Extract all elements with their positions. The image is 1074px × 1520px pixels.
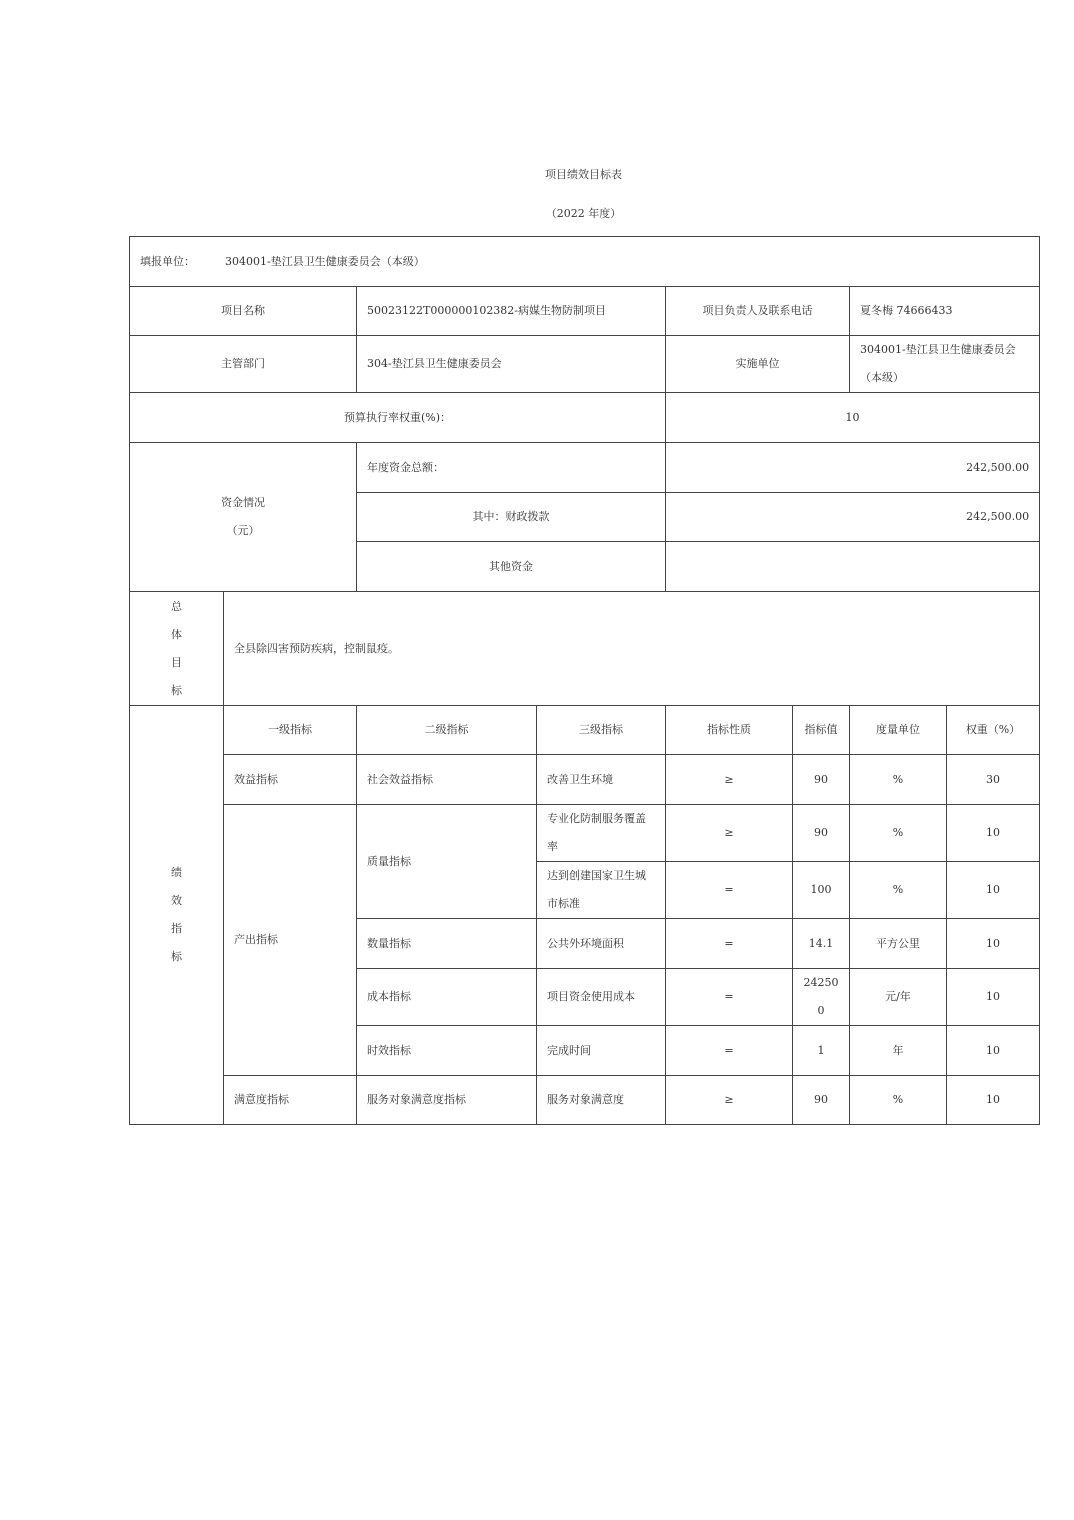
dept-value: 304-垫江县卫生健康委员会 bbox=[357, 336, 666, 393]
project-name-row bbox=[130, 287, 1040, 336]
weight-cell: 30 bbox=[947, 755, 1040, 805]
contact-value: 夏冬梅 74666433 bbox=[850, 287, 1040, 336]
performance-label-char: 标 bbox=[171, 950, 182, 963]
unit-cell: % bbox=[850, 862, 947, 919]
funds-other-label: 其他资金 bbox=[357, 542, 666, 592]
filing-unit-cell bbox=[130, 237, 1040, 287]
level1-satisfaction: 满意度指标 bbox=[224, 1076, 357, 1125]
overall-goal-row bbox=[130, 592, 1040, 706]
weight-cell: 10 bbox=[947, 1026, 1040, 1076]
funds-label-line1: 资金情况 bbox=[221, 496, 265, 509]
level3-cell: 达到创建国家卫生城市标准 bbox=[537, 862, 666, 919]
header-value: 指标值 bbox=[793, 706, 850, 755]
value-cell: 90 bbox=[793, 805, 850, 862]
unit-cell: 平方公里 bbox=[850, 919, 947, 969]
level1-output: 产出指标 bbox=[224, 805, 357, 1076]
header-level3: 三级指标 bbox=[537, 706, 666, 755]
funds-label-line2: （元） bbox=[226, 524, 260, 537]
nature-cell: ≥ bbox=[666, 1076, 793, 1125]
department-row bbox=[130, 336, 1040, 393]
filing-unit-row bbox=[130, 237, 1040, 287]
funds-total-row bbox=[130, 443, 1040, 493]
header-weight: 权重（%） bbox=[947, 706, 1040, 755]
overall-goal-label bbox=[130, 592, 224, 706]
unit-cell: % bbox=[850, 805, 947, 862]
project-name-label: 项目名称 bbox=[130, 287, 357, 336]
document-year: （2022 年度） bbox=[545, 207, 622, 220]
level3-cell: 完成时间 bbox=[537, 1026, 666, 1076]
header-unit: 度量单位 bbox=[850, 706, 947, 755]
value-cell: 14.1 bbox=[793, 919, 850, 969]
funds-total-label: 年度资金总额： bbox=[357, 443, 666, 493]
nature-cell: ≥ bbox=[666, 805, 793, 862]
funds-fiscal-label: 其中：财政拨款 bbox=[357, 493, 666, 542]
dept-label: 主管部门 bbox=[130, 336, 357, 393]
funds-fiscal-value: 242,500.00 bbox=[666, 493, 1040, 542]
header-level2: 二级指标 bbox=[357, 706, 537, 755]
budget-rate-value: 10 bbox=[666, 393, 1040, 443]
weight-cell: 10 bbox=[947, 919, 1040, 969]
contact-label: 项目负责人及联系电话 bbox=[666, 287, 850, 336]
overall-goal-text: 全县除四害预防疾病，控制鼠疫。 bbox=[224, 592, 1040, 706]
nature-cell: ≥ bbox=[666, 755, 793, 805]
unit-cell: % bbox=[850, 1076, 947, 1125]
level3-cell: 专业化防制服务覆盖率 bbox=[537, 805, 666, 862]
level2-quantity: 数量指标 bbox=[357, 919, 537, 969]
table-row bbox=[130, 1076, 1040, 1125]
unit-cell: 年 bbox=[850, 1026, 947, 1076]
goal-label-char: 标 bbox=[171, 683, 182, 697]
funds-label bbox=[130, 443, 357, 592]
table-row bbox=[130, 755, 1040, 805]
unit-cell: 元/年 bbox=[850, 969, 947, 1026]
weight-cell: 10 bbox=[947, 969, 1040, 1026]
weight-cell: 10 bbox=[947, 862, 1040, 919]
performance-target-table bbox=[129, 236, 1040, 1125]
level3-cell: 公共外环境面积 bbox=[537, 919, 666, 969]
value-cell: 242500 bbox=[793, 969, 850, 1026]
value-cell: 1 bbox=[793, 1026, 850, 1076]
level3-cell: 改善卫生环境 bbox=[537, 755, 666, 805]
budget-rate-label: 预算执行率权重(%)： bbox=[130, 393, 666, 443]
funds-other-value bbox=[666, 542, 1040, 592]
table-row bbox=[130, 805, 1040, 862]
document-title: 项目绩效目标表 bbox=[545, 168, 622, 181]
budget-rate-row bbox=[130, 393, 1040, 443]
funds-total-value: 242,500.00 bbox=[666, 443, 1040, 493]
nature-cell: = bbox=[666, 862, 793, 919]
performance-header-row bbox=[130, 706, 1040, 755]
nature-cell: = bbox=[666, 969, 793, 1026]
goal-label-char: 总 bbox=[171, 599, 182, 613]
level3-cell: 服务对象满意度 bbox=[537, 1076, 666, 1125]
performance-label-char: 指 bbox=[171, 922, 182, 935]
performance-label-char: 效 bbox=[171, 894, 182, 907]
weight-cell: 10 bbox=[947, 1076, 1040, 1125]
value-cell: 90 bbox=[793, 1076, 850, 1125]
nature-cell: = bbox=[666, 1026, 793, 1076]
goal-label-char: 目 bbox=[171, 655, 182, 669]
unit-cell: % bbox=[850, 755, 947, 805]
nature-cell: = bbox=[666, 919, 793, 969]
level2-service-satisfaction: 服务对象满意度指标 bbox=[357, 1076, 537, 1125]
filing-unit-label: 填报单位： bbox=[140, 254, 195, 268]
level1-benefit: 效益指标 bbox=[224, 755, 357, 805]
header-nature: 指标性质 bbox=[666, 706, 793, 755]
goal-label-char: 体 bbox=[171, 627, 182, 641]
performance-label-char: 绩 bbox=[171, 866, 182, 879]
impl-value: 304001-垫江县卫生健康委员会（本级） bbox=[850, 336, 1040, 393]
level2-social-benefit: 社会效益指标 bbox=[357, 755, 537, 805]
header-level1: 一级指标 bbox=[224, 706, 357, 755]
level2-quality: 质量指标 bbox=[357, 805, 537, 919]
level2-timeliness: 时效指标 bbox=[357, 1026, 537, 1076]
weight-cell: 10 bbox=[947, 805, 1040, 862]
value-cell: 90 bbox=[793, 755, 850, 805]
impl-label: 实施单位 bbox=[666, 336, 850, 393]
value-cell: 100 bbox=[793, 862, 850, 919]
project-name-value: 50023122T000000102382-病媒生物防制项目 bbox=[357, 287, 666, 336]
performance-label bbox=[130, 706, 224, 1125]
level2-cost: 成本指标 bbox=[357, 969, 537, 1026]
level3-cell: 项目资金使用成本 bbox=[537, 969, 666, 1026]
filing-unit-value: 304001-垫江县卫生健康委员会（本级） bbox=[225, 254, 425, 268]
